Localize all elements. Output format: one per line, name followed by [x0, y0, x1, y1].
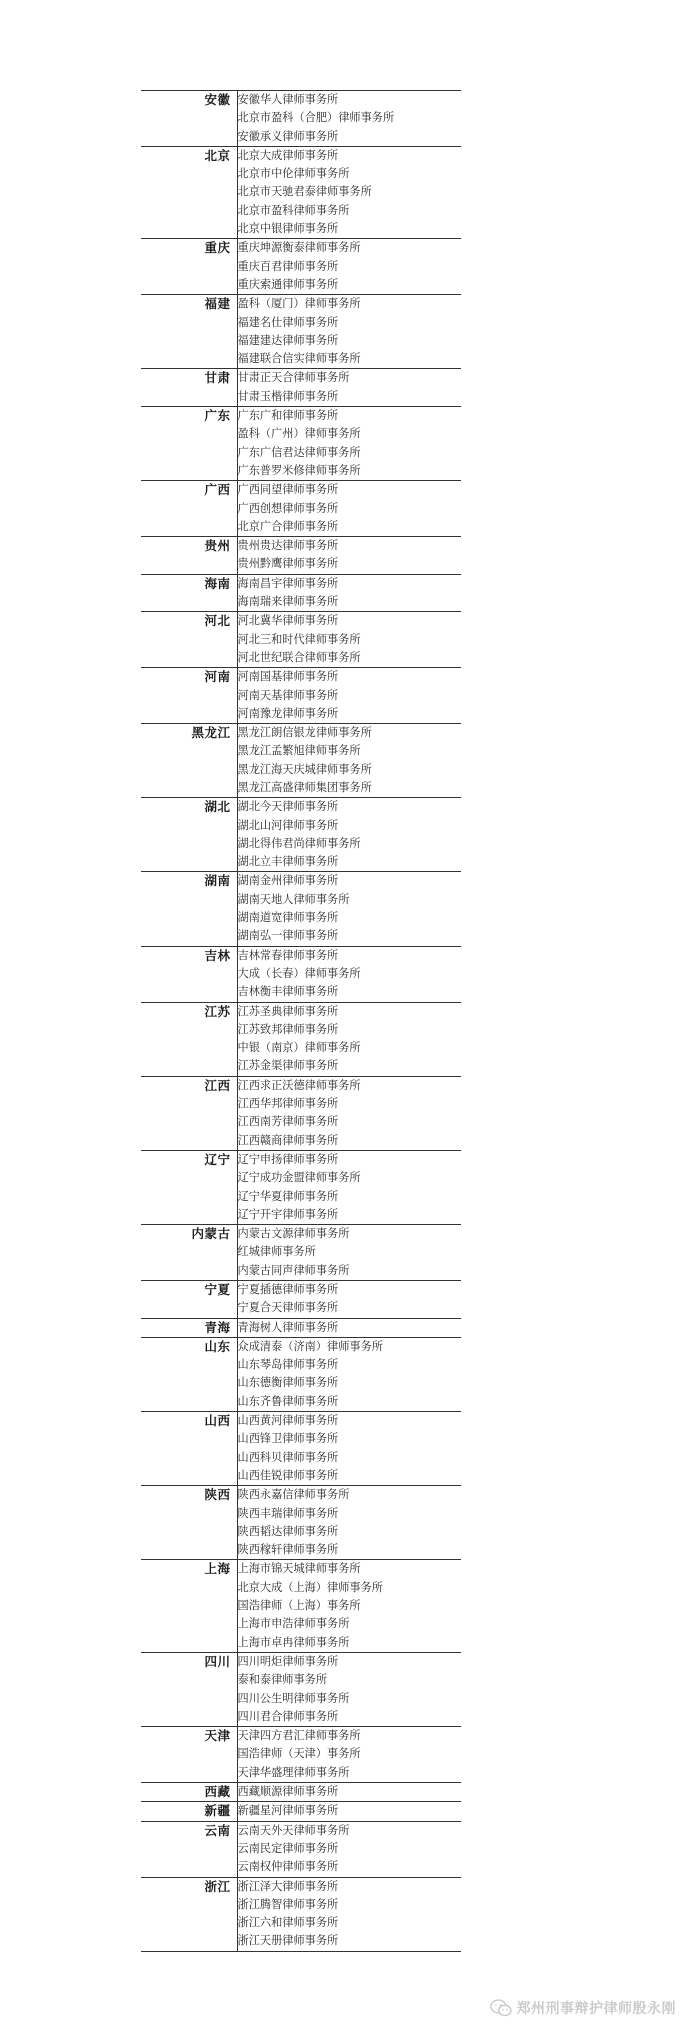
- province-cell: [141, 1281, 237, 1319]
- province-cell: [141, 1076, 237, 1150]
- province-cell: [141, 798, 237, 872]
- region-row: [141, 537, 461, 575]
- law-firm-name: 湖南天地人律师事务所: [237, 892, 350, 906]
- law-firm-name: 中银（南京）律师事务所: [237, 1041, 361, 1055]
- province-name: 北京: [204, 147, 231, 163]
- law-firm-name: 内蒙古文源律师事务所: [237, 1227, 350, 1241]
- region-row: [141, 146, 461, 238]
- law-firm-name: 河南天基律师事务所: [237, 688, 339, 702]
- law-firm-name: 北京广合律师事务所: [237, 519, 339, 533]
- province-name: 辽宁: [204, 1151, 231, 1167]
- region-row: [141, 612, 461, 668]
- law-firm-name: 北京市中伦律师事务所: [237, 167, 350, 181]
- law-firm-name: 北京大成律师事务所: [237, 148, 339, 162]
- law-firm-name: 内蒙古同声律师事务所: [237, 1263, 350, 1277]
- law-firm-name: 陕西韬达律师事务所: [237, 1524, 339, 1538]
- law-firm-name: 黑龙江朗信银龙律师事务所: [237, 726, 372, 740]
- law-firm-name: 重庆坤源衡泰律师事务所: [237, 241, 361, 255]
- law-firm-name: 北京市盈科（合肥）律师事务所: [237, 111, 395, 125]
- province-cell: [141, 239, 237, 295]
- law-firm-name: 重庆索通律师事务所: [237, 277, 339, 291]
- law-firm-name: 广西同望律师事务所: [237, 483, 339, 497]
- province-name: 陕西: [204, 1487, 231, 1503]
- law-firm-name: 陕西稼轩律师事务所: [237, 1543, 339, 1557]
- law-firm-name: 河南国基律师事务所: [237, 670, 339, 684]
- region-row: [141, 1727, 461, 1783]
- province-name: 河北: [204, 613, 231, 629]
- law-firm-name: 河北三和时代律师事务所: [237, 632, 361, 646]
- law-firm-name: 四川公生明律师事务所: [237, 1691, 350, 1705]
- province-cell: [141, 1560, 237, 1652]
- law-firm-name: 广东普罗米修律师事务所: [237, 463, 361, 477]
- firms-cell: [237, 872, 461, 946]
- province-cell: [141, 1225, 237, 1281]
- law-firm-name: 福建联合信实律师事务所: [237, 352, 361, 366]
- law-firm-name: 湖南弘一律师事务所: [237, 929, 339, 943]
- region-row: [141, 1225, 461, 1281]
- province-name: 河南: [204, 669, 231, 685]
- firms-cell: [237, 1560, 461, 1652]
- law-firm-name: 北京市天驰君泰律师事务所: [237, 185, 372, 199]
- province-cell: [141, 1337, 237, 1411]
- province-cell: [141, 1318, 237, 1337]
- province-name: 青海: [204, 1319, 231, 1335]
- province-cell: [141, 91, 237, 147]
- law-firm-name: 吉林衡丰律师事务所: [237, 985, 339, 999]
- region-row: [141, 668, 461, 724]
- province-name: 江苏: [204, 1003, 231, 1019]
- law-firm-name: 北京市盈科律师事务所: [237, 203, 350, 217]
- province-cell: [141, 724, 237, 798]
- firms-cell: [237, 407, 461, 481]
- law-firm-name: 浙江天册律师事务所: [237, 1934, 339, 1948]
- watermark: [490, 1998, 677, 2018]
- law-firm-name: 北京大成（上海）律师事务所: [237, 1580, 383, 1594]
- firms-cell: [237, 1652, 461, 1726]
- law-firm-name: 浙江腾智律师事务所: [237, 1897, 339, 1911]
- law-firm-name: 河南豫龙律师事务所: [237, 706, 339, 720]
- province-name: 天津: [204, 1728, 231, 1744]
- law-firm-name: 黑龙江海天庆城律师事务所: [237, 762, 372, 776]
- province-cell: [141, 407, 237, 481]
- firms-cell: [237, 946, 461, 1002]
- law-firm-name: 江西华邦律师事务所: [237, 1097, 339, 1111]
- law-firm-name: 大成（长春）律师事务所: [237, 966, 361, 980]
- law-firm-name: 宁夏插德律师事务所: [237, 1283, 339, 1296]
- region-row: [141, 1076, 461, 1150]
- law-firm-name: 山西锋卫律师事务所: [237, 1432, 339, 1446]
- province-cell: [141, 1652, 237, 1726]
- province-name: 海南: [204, 575, 231, 591]
- law-firm-name: 江西求正沃德律师事务所: [237, 1078, 361, 1092]
- law-firm-name: 西藏顺源律师事务所: [237, 1785, 339, 1799]
- law-firm-name: 云南天外天律师事务所: [237, 1823, 350, 1837]
- province-name: 西藏: [204, 1784, 231, 1800]
- province-name: 山东: [204, 1338, 231, 1354]
- law-firm-name: 湖南道宽律师事务所: [237, 911, 339, 925]
- firms-cell: [237, 1802, 461, 1821]
- law-firm-name: 国浩律师（上海）事务所: [237, 1599, 361, 1613]
- law-firm-table-body: [141, 91, 461, 1952]
- province-name: 甘肃: [204, 370, 231, 386]
- region-row: [141, 872, 461, 946]
- law-firm-name: 湖南金州律师事务所: [237, 874, 339, 888]
- law-firm-name: 青海树人律师事务所: [237, 1320, 339, 1334]
- province-name: 云南: [204, 1822, 231, 1838]
- law-firm-name: 国浩律师（天津）事务所: [237, 1747, 361, 1761]
- region-row: [141, 1783, 461, 1802]
- firms-cell: [237, 1076, 461, 1150]
- firms-cell: [237, 1783, 461, 1802]
- law-firm-name: 山西黄河律师事务所: [237, 1414, 339, 1428]
- province-cell: [141, 1150, 237, 1224]
- region-row: [141, 1821, 461, 1877]
- region-row: [141, 724, 461, 798]
- firms-cell: [237, 239, 461, 295]
- law-firm-name: 上海市卓冉律师事务所: [237, 1635, 350, 1649]
- law-firm-name: 黑龙江孟繁旭律师事务所: [237, 744, 361, 758]
- region-row: [141, 1802, 461, 1821]
- law-firm-name: 山东德衡律师事务所: [237, 1376, 339, 1390]
- province-name: 黑龙江: [191, 725, 231, 741]
- law-firm-name: 天津四方君汇律师事务所: [237, 1729, 361, 1743]
- province-cell: [141, 1802, 237, 1821]
- law-firm-name: 山西佳锐律师事务所: [237, 1468, 339, 1482]
- law-firm-name: 福建名仕律师事务所: [237, 315, 339, 329]
- law-firm-name: 海南瑞来律师事务所: [237, 595, 339, 609]
- firms-cell: [237, 91, 461, 147]
- province-cell: [141, 1783, 237, 1802]
- firms-cell: [237, 668, 461, 724]
- region-row: [141, 1337, 461, 1411]
- law-firm-name: 新疆星河律师事务所: [237, 1804, 339, 1818]
- law-firm-name: 湖北得伟君尚律师事务所: [237, 836, 361, 850]
- province-name: 江西: [204, 1077, 231, 1093]
- firms-cell: [237, 1486, 461, 1560]
- law-firm-name: 山东琴岛律师事务所: [237, 1358, 339, 1372]
- province-name: 吉林: [204, 947, 231, 963]
- law-firm-name: 陕西丰瑞律师事务所: [237, 1506, 339, 1520]
- region-row: [141, 1486, 461, 1560]
- law-firm-name: 湖北今天律师事务所: [237, 800, 339, 814]
- law-firm-name: 海南昌宇律师事务所: [237, 576, 339, 590]
- firms-cell: [237, 798, 461, 872]
- firms-cell: [237, 1727, 461, 1783]
- law-firm-name: 四川君合律师事务所: [237, 1709, 339, 1723]
- province-name: 湖北: [204, 799, 231, 815]
- law-firm-name: 北京中银律师事务所: [237, 222, 339, 236]
- firms-cell: [237, 481, 461, 537]
- law-firm-name: 江西赣商律师事务所: [237, 1133, 339, 1147]
- province-cell: [141, 369, 237, 407]
- law-firm-name: 陕西永嘉信律师事务所: [237, 1488, 350, 1502]
- province-cell: [141, 1002, 237, 1076]
- region-row: [141, 91, 461, 147]
- law-firm-name: 广西创想律师事务所: [237, 501, 339, 515]
- law-firm-name: 吉林常春律师事务所: [237, 948, 339, 962]
- region-row: [141, 481, 461, 537]
- province-name: 宁夏: [204, 1282, 231, 1297]
- firms-cell: [237, 1412, 461, 1486]
- province-name: 上海: [204, 1561, 231, 1577]
- firms-cell: [237, 724, 461, 798]
- law-firm-name: 贵州黔鹰律师事务所: [237, 557, 339, 571]
- region-row: [141, 1150, 461, 1224]
- law-firm-name: 江苏圣典律师事务所: [237, 1004, 339, 1018]
- province-cell: [141, 612, 237, 668]
- law-firm-table: [141, 90, 461, 1952]
- law-firm-name: 云南民定律师事务所: [237, 1841, 339, 1855]
- province-cell: [141, 872, 237, 946]
- province-cell: [141, 146, 237, 238]
- law-firm-name: 盈科（厦门）律师事务所: [237, 297, 361, 311]
- law-firm-name: 宁夏合天律师事务所: [237, 1301, 339, 1315]
- law-firm-name: 辽宁开宇律师事务所: [237, 1207, 339, 1221]
- law-firm-name: 山东齐鲁律师事务所: [237, 1394, 339, 1408]
- firms-cell: [237, 146, 461, 238]
- region-row: [141, 1318, 461, 1337]
- law-firm-name: 河北冀华律师事务所: [237, 614, 339, 628]
- province-name: 安徽: [204, 92, 231, 107]
- firms-cell: [237, 1225, 461, 1281]
- province-name: 新疆: [204, 1803, 231, 1819]
- firms-cell: [237, 1002, 461, 1076]
- region-row: [141, 798, 461, 872]
- law-firm-name: 广东广和律师事务所: [237, 409, 339, 423]
- firms-cell: [237, 537, 461, 575]
- province-name: 湖南: [204, 873, 231, 889]
- law-firm-name: 福建建达律师事务所: [237, 333, 339, 347]
- firms-cell: [237, 369, 461, 407]
- law-firm-name: 广东广信君达律师事务所: [237, 445, 361, 459]
- firms-cell: [237, 612, 461, 668]
- law-firm-name: 辽宁成功金盟律师事务所: [237, 1171, 361, 1185]
- law-firm-name: 红城律师事务所: [237, 1245, 316, 1259]
- region-row: [141, 369, 461, 407]
- firms-cell: [237, 1150, 461, 1224]
- law-firm-name: 重庆百君律师事务所: [237, 259, 339, 273]
- firms-cell: [237, 1337, 461, 1411]
- region-row: [141, 1560, 461, 1652]
- law-firm-name: 辽宁华夏律师事务所: [237, 1189, 339, 1203]
- law-firm-name: 云南权仲律师事务所: [237, 1860, 339, 1874]
- region-row: [141, 1652, 461, 1726]
- region-row: [141, 1877, 461, 1951]
- region-row: [141, 1412, 461, 1486]
- law-firm-name: 山西科贝律师事务所: [237, 1450, 339, 1464]
- law-firm-name: 辽宁申扬律师事务所: [237, 1152, 339, 1166]
- province-cell: [141, 1821, 237, 1877]
- province-cell: [141, 481, 237, 537]
- watermark-text: 郑州刑事辩护律师殷永刚: [516, 2001, 676, 2017]
- firms-cell: [237, 1281, 461, 1319]
- law-firm-name: 浙江泽大律师事务所: [237, 1879, 339, 1893]
- province-name: 福建: [204, 296, 231, 312]
- province-name: 广东: [204, 408, 231, 424]
- region-row: [141, 1281, 461, 1319]
- province-cell: [141, 668, 237, 724]
- province-name: 重庆: [204, 240, 231, 256]
- law-firm-name: 河北世纪联合律师事务所: [237, 650, 361, 664]
- province-cell: [141, 1412, 237, 1486]
- region-row: [141, 946, 461, 1002]
- law-firm-name: 甘肃正天合律师事务所: [237, 371, 350, 385]
- province-cell: [141, 295, 237, 369]
- law-firm-name: 贵州贵达律师事务所: [237, 539, 339, 553]
- province-name: 四川: [204, 1653, 231, 1669]
- province-cell: [141, 1877, 237, 1951]
- region-row: [141, 574, 461, 612]
- firms-cell: [237, 574, 461, 612]
- firms-cell: [237, 295, 461, 369]
- law-firm-name: 甘肃玉楷律师事务所: [237, 389, 339, 403]
- law-firm-name: 上海市锦天城律师事务所: [237, 1562, 361, 1576]
- province-name: 山西: [204, 1413, 231, 1429]
- province-name: 广西: [204, 482, 231, 498]
- province-cell: [141, 537, 237, 575]
- region-row: [141, 295, 461, 369]
- firms-cell: [237, 1318, 461, 1337]
- province-name: 浙江: [204, 1878, 231, 1894]
- law-firm-name: 江苏金渠律师事务所: [237, 1059, 339, 1073]
- law-firm-name: 安徽华人律师事务所: [237, 93, 339, 106]
- firms-cell: [237, 1821, 461, 1877]
- law-firm-name: 盈科（广州）律师事务所: [237, 427, 361, 441]
- province-cell: [141, 574, 237, 612]
- law-firm-name: 黑龙江高盛律师集团事务所: [237, 780, 372, 794]
- region-row: [141, 407, 461, 481]
- province-cell: [141, 1486, 237, 1560]
- law-firm-name: 湖北山河律师事务所: [237, 818, 339, 832]
- law-firm-name: 江苏致邦律师事务所: [237, 1022, 339, 1036]
- province-cell: [141, 1727, 237, 1783]
- law-firm-name: 江西南芳律师事务所: [237, 1115, 339, 1129]
- law-firm-name: 天津华盛理律师事务所: [237, 1765, 350, 1779]
- wechat-icon: [490, 1999, 512, 2017]
- law-firm-name: 浙江六和律师事务所: [237, 1916, 339, 1930]
- law-firm-name: 四川明炬律师事务所: [237, 1654, 339, 1668]
- law-firm-name: 湖北立丰律师事务所: [237, 855, 339, 869]
- law-firm-name: 泰和泰律师事务所: [237, 1673, 328, 1687]
- region-row: [141, 1002, 461, 1076]
- law-firm-name: 安徽承义律师事务所: [237, 129, 339, 143]
- law-firm-name: 众成清泰（济南）律师事务所: [237, 1339, 383, 1353]
- region-row: [141, 239, 461, 295]
- province-name: 内蒙古: [191, 1226, 231, 1242]
- province-name: 贵州: [204, 538, 231, 554]
- law-firm-name: 上海市申浩律师事务所: [237, 1617, 350, 1631]
- province-cell: [141, 946, 237, 1002]
- firms-cell: [237, 1877, 461, 1951]
